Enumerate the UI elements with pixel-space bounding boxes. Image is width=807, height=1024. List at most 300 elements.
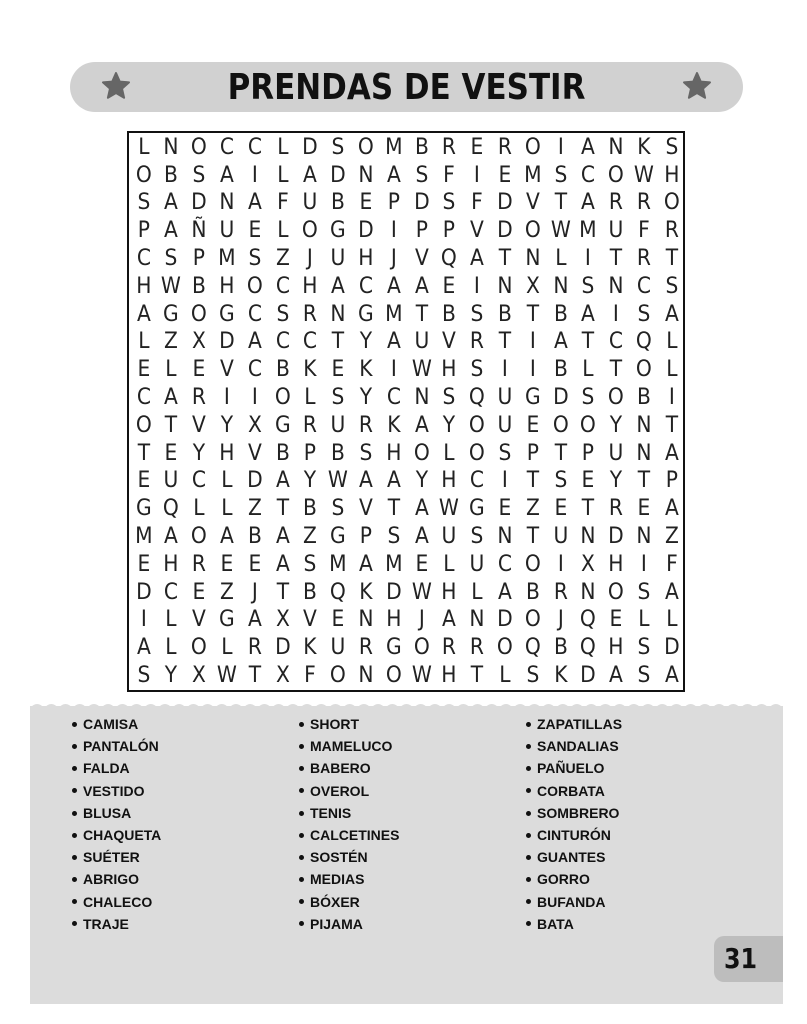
grid-letter[interactable]: E xyxy=(637,496,651,522)
grid-letter[interactable]: W xyxy=(550,218,571,244)
grid-letter[interactable]: H xyxy=(385,607,402,633)
grid-letter[interactable]: M xyxy=(384,551,403,577)
grid-letter[interactable]: C xyxy=(608,329,624,355)
grid-letter[interactable]: T xyxy=(387,496,400,522)
grid-letter[interactable]: N xyxy=(358,162,374,188)
grid-letter[interactable]: H xyxy=(135,273,152,299)
grid-letter[interactable]: T xyxy=(498,246,511,271)
grid-letter[interactable]: U xyxy=(163,468,179,494)
grid-letter[interactable]: S xyxy=(414,162,428,188)
grid-letter[interactable]: T xyxy=(165,412,178,438)
grid-letter[interactable]: H xyxy=(358,246,374,271)
grid-letter[interactable]: S xyxy=(553,162,567,188)
grid-letter[interactable]: O xyxy=(191,134,207,160)
grid-letter[interactable]: D xyxy=(218,329,235,355)
grid-letter[interactable]: P xyxy=(582,440,595,466)
grid-letter[interactable]: L xyxy=(638,607,650,633)
grid-letter[interactable]: T xyxy=(526,468,539,494)
grid-letter[interactable]: D xyxy=(357,218,374,244)
grid-letter[interactable]: R xyxy=(469,329,485,355)
grid-letter[interactable]: E xyxy=(164,440,178,466)
grid-letter[interactable]: C xyxy=(247,134,262,160)
grid-letter[interactable]: A xyxy=(331,273,345,299)
grid-letter[interactable]: N xyxy=(636,440,652,466)
grid-letter[interactable]: S xyxy=(303,551,317,577)
grid-letter[interactable]: N xyxy=(219,190,235,216)
grid-letter[interactable]: P xyxy=(387,190,400,216)
grid-letter[interactable]: D xyxy=(302,134,318,160)
grid-letter[interactable]: A xyxy=(414,496,429,522)
grid-letter[interactable]: A xyxy=(164,190,179,216)
grid-letter[interactable]: H xyxy=(608,635,624,661)
grid-letter[interactable]: Y xyxy=(415,468,428,494)
grid-letter[interactable]: N xyxy=(580,579,596,605)
grid-letter[interactable]: A xyxy=(386,162,401,188)
grid-letter[interactable]: Q xyxy=(635,329,652,355)
grid-letter[interactable]: C xyxy=(136,246,151,271)
grid-letter[interactable]: O xyxy=(608,162,624,188)
grid-letter[interactable]: H xyxy=(608,551,624,577)
grid-letter[interactable]: S xyxy=(526,663,540,688)
grid-letter[interactable]: T xyxy=(276,579,289,605)
grid-letter[interactable]: A xyxy=(497,579,512,605)
grid-letter[interactable]: A xyxy=(136,635,151,661)
grid-letter[interactable]: T xyxy=(554,440,567,466)
grid-letter[interactable]: E xyxy=(136,468,150,494)
grid-letter[interactable]: O xyxy=(385,663,402,688)
grid-letter[interactable]: Z xyxy=(664,524,679,549)
grid-letter[interactable]: S xyxy=(164,246,178,271)
grid-letter[interactable]: B xyxy=(303,579,318,605)
grid-letter[interactable]: U xyxy=(497,412,513,438)
grid-letter[interactable]: N xyxy=(358,607,374,633)
grid-letter[interactable]: N xyxy=(636,412,652,438)
grid-letter[interactable]: L xyxy=(443,551,455,577)
grid-letter[interactable]: M xyxy=(384,134,403,160)
grid-letter[interactable]: Y xyxy=(359,385,372,410)
grid-letter[interactable]: K xyxy=(386,412,401,438)
grid-letter[interactable]: O xyxy=(552,412,569,438)
grid-letter[interactable]: Z xyxy=(275,246,290,271)
grid-letter[interactable]: L xyxy=(276,134,289,160)
grid-letter[interactable]: X xyxy=(192,663,206,688)
grid-letter[interactable]: R xyxy=(497,134,512,160)
grid-letter[interactable]: I xyxy=(585,246,592,271)
grid-letter[interactable]: R xyxy=(636,190,651,216)
grid-letter[interactable]: I xyxy=(612,301,619,327)
grid-letter[interactable]: O xyxy=(608,579,624,605)
grid-letter[interactable]: L xyxy=(665,607,678,633)
grid-letter[interactable]: H xyxy=(163,551,179,577)
grid-letter[interactable]: A xyxy=(386,273,401,299)
grid-letter[interactable]: I xyxy=(251,385,258,410)
grid-letter[interactable]: U xyxy=(608,218,624,244)
grid-letter[interactable]: S xyxy=(275,301,289,327)
grid-letter[interactable]: S xyxy=(331,385,345,410)
grid-letter[interactable]: T xyxy=(526,524,539,549)
grid-letter[interactable]: B xyxy=(414,134,429,160)
grid-letter[interactable]: C xyxy=(636,273,651,299)
grid-letter[interactable]: H xyxy=(441,357,457,383)
grid-letter[interactable]: D xyxy=(413,190,430,216)
grid-letter[interactable]: O xyxy=(524,218,541,244)
grid-letter[interactable]: X xyxy=(275,663,290,688)
grid-letter[interactable]: K xyxy=(303,635,317,661)
grid-letter[interactable]: T xyxy=(498,329,511,355)
grid-letter[interactable]: Z xyxy=(219,579,234,605)
grid-letter[interactable]: X xyxy=(192,329,206,355)
grid-letter[interactable]: Y xyxy=(304,468,317,494)
grid-letter[interactable]: S xyxy=(442,385,456,410)
grid-letter[interactable]: A xyxy=(442,607,457,633)
grid-letter[interactable]: E xyxy=(359,190,373,216)
grid-letter[interactable]: S xyxy=(498,440,512,466)
grid-letter[interactable]: R xyxy=(469,635,485,661)
grid-letter[interactable]: E xyxy=(414,551,428,577)
grid-letter[interactable]: E xyxy=(248,218,261,244)
grid-letter[interactable]: U xyxy=(552,524,568,549)
grid-letter[interactable]: W xyxy=(411,357,432,383)
grid-letter[interactable]: O xyxy=(330,663,346,688)
grid-letter[interactable]: O xyxy=(469,440,485,466)
grid-letter[interactable]: M xyxy=(579,218,597,244)
grid-letter[interactable]: J xyxy=(390,246,397,271)
grid-letter[interactable]: E xyxy=(553,496,567,522)
grid-letter[interactable]: B xyxy=(636,385,651,410)
grid-letter[interactable]: A xyxy=(414,412,429,438)
grid-letter[interactable]: A xyxy=(581,134,596,160)
grid-letter[interactable]: E xyxy=(331,357,345,383)
grid-letter[interactable]: R xyxy=(303,301,318,327)
grid-letter[interactable]: T xyxy=(665,412,678,438)
grid-letter[interactable]: S xyxy=(331,134,345,160)
grid-letter[interactable]: U xyxy=(413,329,429,355)
grid-letter[interactable]: V xyxy=(219,357,234,383)
grid-letter[interactable]: K xyxy=(303,357,317,383)
grid-letter[interactable]: S xyxy=(553,468,567,494)
grid-letter[interactable]: J xyxy=(307,246,314,271)
grid-letter[interactable]: M xyxy=(523,162,542,188)
grid-letter[interactable]: T xyxy=(137,440,150,466)
grid-letter[interactable]: A xyxy=(581,301,596,327)
grid-letter[interactable]: W xyxy=(161,273,182,299)
grid-letter[interactable]: Q xyxy=(330,579,346,605)
grid-letter[interactable]: U xyxy=(302,190,318,216)
grid-letter[interactable]: R xyxy=(442,635,457,661)
grid-letter[interactable]: U xyxy=(469,551,485,577)
grid-letter[interactable]: H xyxy=(441,579,457,605)
grid-letter[interactable]: B xyxy=(553,301,568,327)
grid-letter[interactable]: A xyxy=(219,162,234,188)
grid-letter[interactable]: U xyxy=(330,246,346,271)
grid-letter[interactable]: T xyxy=(248,663,261,688)
grid-letter[interactable]: M xyxy=(218,246,236,271)
grid-letter[interactable]: L xyxy=(165,635,177,661)
grid-letter[interactable]: K xyxy=(553,663,568,688)
grid-letter[interactable]: P xyxy=(415,218,428,244)
grid-letter[interactable]: L xyxy=(471,579,483,605)
grid-letter[interactable]: S xyxy=(637,635,651,661)
grid-letter[interactable]: E xyxy=(442,273,456,299)
grid-letter[interactable]: T xyxy=(276,496,289,522)
grid-letter[interactable]: S xyxy=(331,496,345,522)
grid-letter[interactable]: T xyxy=(609,357,623,383)
grid-letter[interactable]: A xyxy=(414,524,429,549)
grid-letter[interactable]: W xyxy=(411,663,432,688)
grid-letter[interactable]: C xyxy=(469,468,485,494)
grid-letter[interactable]: G xyxy=(385,635,402,661)
grid-letter[interactable]: Q xyxy=(580,635,597,661)
grid-letter[interactable]: X xyxy=(525,273,540,299)
grid-letter[interactable]: G xyxy=(469,496,485,522)
grid-letter[interactable]: M xyxy=(134,524,153,549)
grid-letter[interactable]: Z xyxy=(247,496,262,522)
grid-letter[interactable]: O xyxy=(135,412,152,438)
grid-letter[interactable]: O xyxy=(608,385,624,410)
grid-letter[interactable]: N xyxy=(608,134,624,160)
grid-letter[interactable]: O xyxy=(191,301,207,327)
grid-letter[interactable]: B xyxy=(553,635,568,661)
grid-letter[interactable]: G xyxy=(330,524,346,549)
grid-letter[interactable]: D xyxy=(135,579,152,605)
grid-letter[interactable]: L xyxy=(221,496,233,522)
grid-letter[interactable]: R xyxy=(636,246,651,271)
grid-letter[interactable]: K xyxy=(359,357,373,383)
grid-letter[interactable]: S xyxy=(637,663,651,688)
grid-letter[interactable]: A xyxy=(247,607,262,633)
grid-letter[interactable]: U xyxy=(497,385,513,410)
grid-letter[interactable]: B xyxy=(442,301,457,327)
grid-letter[interactable]: U xyxy=(330,635,346,661)
grid-letter[interactable]: I xyxy=(390,218,397,244)
grid-letter[interactable]: A xyxy=(275,551,290,577)
grid-letter[interactable]: S xyxy=(470,524,484,549)
grid-letter[interactable]: E xyxy=(136,551,150,577)
grid-letter[interactable]: I xyxy=(140,607,147,633)
grid-letter[interactable]: H xyxy=(219,273,235,299)
grid-letter[interactable]: O xyxy=(524,134,541,160)
grid-letter[interactable]: N xyxy=(552,273,568,299)
grid-letter[interactable]: O xyxy=(274,385,291,410)
grid-letter[interactable]: C xyxy=(303,329,318,355)
grid-letter[interactable]: B xyxy=(303,496,318,522)
grid-letter[interactable]: Q xyxy=(524,635,541,661)
grid-letter[interactable]: I xyxy=(668,385,675,410)
grid-letter[interactable]: D xyxy=(552,385,569,410)
grid-letter[interactable]: C xyxy=(219,134,234,160)
grid-letter[interactable]: V xyxy=(192,607,206,633)
grid-letter[interactable]: R xyxy=(553,579,568,605)
grid-letter[interactable]: S xyxy=(637,301,651,327)
grid-letter[interactable]: I xyxy=(390,357,397,383)
grid-letter[interactable]: E xyxy=(192,579,206,605)
grid-letter[interactable]: T xyxy=(415,301,428,327)
grid-letter[interactable]: L xyxy=(304,385,316,410)
grid-letter[interactable]: D xyxy=(385,579,402,605)
grid-letter[interactable]: W xyxy=(411,579,432,605)
grid-letter[interactable]: G xyxy=(163,301,180,327)
grid-letter[interactable]: H xyxy=(385,440,402,466)
grid-letter[interactable]: C xyxy=(136,385,151,410)
grid-letter[interactable]: E xyxy=(248,551,261,577)
grid-letter[interactable]: E xyxy=(609,607,623,633)
grid-letter[interactable]: V xyxy=(192,412,206,438)
grid-letter[interactable]: H xyxy=(441,468,457,494)
grid-letter[interactable]: S xyxy=(581,385,595,410)
grid-letter[interactable]: C xyxy=(275,329,290,355)
grid-letter[interactable]: A xyxy=(358,551,373,577)
grid-letter[interactable]: A xyxy=(247,190,262,216)
grid-letter[interactable]: S xyxy=(136,663,150,688)
grid-letter[interactable]: A xyxy=(664,301,679,327)
grid-letter[interactable]: A xyxy=(553,329,568,355)
grid-letter[interactable]: L xyxy=(165,357,177,383)
grid-letter[interactable]: I xyxy=(473,273,480,299)
grid-letter[interactable]: A xyxy=(164,385,179,410)
grid-letter[interactable]: S xyxy=(581,273,595,299)
grid-letter[interactable]: L xyxy=(276,162,289,188)
grid-letter[interactable]: A xyxy=(664,440,679,466)
word-search-grid[interactable] xyxy=(127,131,685,692)
grid-letter[interactable]: T xyxy=(665,246,678,271)
grid-letter[interactable]: X xyxy=(275,607,290,633)
grid-letter[interactable]: Q xyxy=(163,496,180,522)
grid-letter[interactable]: D xyxy=(246,468,263,494)
grid-letter[interactable]: N xyxy=(330,301,346,327)
grid-letter[interactable]: O xyxy=(302,218,319,244)
grid-letter[interactable]: L xyxy=(665,357,678,383)
grid-letter[interactable]: A xyxy=(581,190,596,216)
grid-letter[interactable]: L xyxy=(443,440,455,466)
grid-letter[interactable]: A xyxy=(664,663,679,688)
grid-letter[interactable]: A xyxy=(247,329,262,355)
grid-letter[interactable]: L xyxy=(193,496,205,522)
grid-letter[interactable]: N xyxy=(497,273,513,299)
grid-letter[interactable]: U xyxy=(608,440,624,466)
grid-letter[interactable]: B xyxy=(275,440,290,466)
grid-letter[interactable]: I xyxy=(473,162,480,188)
grid-letter[interactable]: O xyxy=(524,551,541,577)
grid-letter[interactable]: L xyxy=(499,663,511,688)
grid-letter[interactable]: R xyxy=(442,134,457,160)
grid-letter[interactable]: A xyxy=(164,218,179,244)
grid-letter[interactable]: A xyxy=(275,468,290,494)
grid-letter[interactable]: D xyxy=(608,524,624,549)
grid-letter[interactable]: J xyxy=(557,607,564,633)
grid-letter[interactable]: S xyxy=(136,190,150,216)
grid-letter[interactable]: D xyxy=(496,607,513,633)
grid-letter[interactable]: N xyxy=(163,134,179,160)
grid-letter[interactable]: A xyxy=(275,524,290,549)
grid-letter[interactable]: C xyxy=(164,579,179,605)
grid-letter[interactable]: H xyxy=(219,440,235,466)
grid-letter[interactable]: O xyxy=(413,440,430,466)
grid-letter[interactable]: X xyxy=(247,412,262,438)
grid-letter[interactable]: H xyxy=(441,663,457,688)
grid-letter[interactable]: L xyxy=(221,635,233,661)
grid-letter[interactable]: B xyxy=(497,301,512,327)
grid-letter[interactable]: D xyxy=(496,218,513,244)
grid-letter[interactable]: R xyxy=(358,635,373,661)
grid-letter[interactable]: V xyxy=(358,496,373,522)
grid-letter[interactable]: D xyxy=(191,190,207,216)
grid-letter[interactable]: S xyxy=(665,273,679,299)
grid-letter[interactable]: M xyxy=(329,551,347,577)
grid-letter[interactable]: E xyxy=(470,134,484,160)
grid-letter[interactable]: A xyxy=(386,329,401,355)
grid-letter[interactable]: L xyxy=(137,329,150,355)
grid-letter[interactable]: V xyxy=(525,190,540,216)
grid-letter[interactable]: E xyxy=(220,551,234,577)
grid-letter[interactable]: Y xyxy=(443,412,456,438)
grid-letter[interactable]: E xyxy=(498,162,512,188)
grid-letter[interactable]: L xyxy=(165,607,177,633)
grid-letter[interactable]: W xyxy=(439,496,460,522)
grid-letter[interactable]: T xyxy=(554,190,567,216)
grid-letter[interactable]: C xyxy=(191,468,207,494)
grid-letter[interactable]: Y xyxy=(192,440,206,466)
grid-letter[interactable]: O xyxy=(246,273,263,299)
grid-letter[interactable]: S xyxy=(359,440,373,466)
grid-letter[interactable]: O xyxy=(191,635,207,661)
grid-letter[interactable]: I xyxy=(640,551,647,577)
grid-letter[interactable]: C xyxy=(386,385,401,410)
grid-letter[interactable]: E xyxy=(498,496,512,522)
grid-letter[interactable]: F xyxy=(471,190,483,216)
grid-letter[interactable]: A xyxy=(386,468,401,494)
grid-letter[interactable]: I xyxy=(223,385,230,410)
grid-letter[interactable]: F xyxy=(443,162,456,188)
grid-letter[interactable]: V xyxy=(303,607,318,633)
grid-letter[interactable]: Q xyxy=(469,385,485,410)
grid-letter[interactable]: I xyxy=(529,329,536,355)
grid-letter[interactable]: D xyxy=(580,663,596,688)
grid-letter[interactable]: F xyxy=(304,663,317,688)
grid-letter[interactable]: J xyxy=(418,607,425,633)
grid-letter[interactable]: A xyxy=(664,496,679,522)
grid-letter[interactable]: A xyxy=(136,301,151,327)
grid-letter[interactable]: S xyxy=(637,579,651,605)
grid-letter[interactable]: N xyxy=(358,663,374,688)
grid-letter[interactable]: B xyxy=(553,357,568,383)
grid-letter[interactable]: R xyxy=(358,412,373,438)
grid-letter[interactable]: C xyxy=(497,551,512,577)
grid-letter[interactable]: F xyxy=(665,551,678,577)
grid-letter[interactable]: G xyxy=(218,607,235,633)
grid-letter[interactable]: C xyxy=(275,273,290,299)
grid-letter[interactable]: Y xyxy=(359,329,372,355)
grid-letter[interactable]: U xyxy=(441,524,457,549)
grid-letter[interactable]: N xyxy=(608,273,624,299)
grid-letter[interactable]: N xyxy=(497,524,513,549)
grid-letter[interactable]: T xyxy=(637,468,650,494)
grid-letter[interactable]: W xyxy=(216,663,237,688)
grid-letter[interactable]: I xyxy=(501,468,508,494)
grid-letter[interactable]: E xyxy=(526,412,539,438)
grid-letter[interactable]: T xyxy=(582,329,595,355)
grid-letter[interactable]: B xyxy=(247,524,262,549)
grid-letter[interactable]: P xyxy=(192,246,206,271)
grid-letter[interactable]: G xyxy=(218,301,235,327)
grid-letter[interactable]: E xyxy=(136,357,150,383)
grid-letter[interactable]: P xyxy=(304,440,317,466)
grid-letter[interactable]: V xyxy=(414,246,429,271)
grid-letter[interactable]: A xyxy=(303,162,318,188)
grid-letter[interactable]: B xyxy=(331,190,345,216)
grid-letter[interactable]: A xyxy=(164,524,179,549)
grid-letter[interactable]: L xyxy=(276,218,289,244)
grid-letter[interactable]: Z xyxy=(303,524,318,549)
